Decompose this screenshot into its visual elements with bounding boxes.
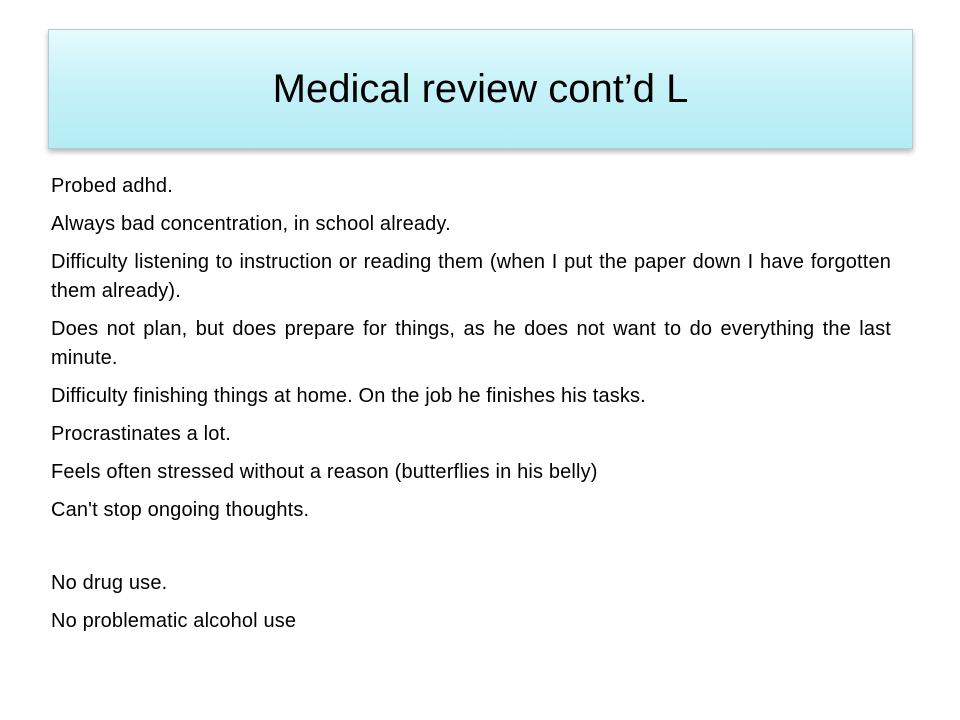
body-paragraph-concentration: Always bad concentration, in school already. — [51, 213, 451, 235]
slide-body — [51, 172, 891, 645]
body-paragraph-finishing: Difficulty finishing things at home. On the job he finishes his tasks. — [51, 385, 646, 407]
slide-title: Medical review cont’d L — [272, 67, 689, 111]
body-paragraph-drug-use: No drug use. — [51, 572, 168, 594]
paragraph-gap — [51, 534, 891, 569]
body-paragraph-listening: Difficulty listening to instruction or reading them (when I put the paper down I have forgotten them already). — [51, 251, 891, 302]
body-paragraph-probed-adhd: Probed adhd. — [51, 175, 173, 197]
body-paragraph-planning: Does not plan, but does prepare for things, as he does not want to do everything the last minute. — [51, 318, 891, 369]
body-paragraph-alcohol-use: No problematic alcohol use — [51, 610, 297, 632]
body-paragraph-thoughts: Can't stop ongoing thoughts. — [51, 499, 310, 521]
body-paragraph-procrastination: Procrastinates a lot. — [51, 423, 231, 445]
title-banner — [48, 29, 913, 149]
body-paragraph-stress: Feels often stressed without a reason (butterflies in his belly) — [51, 461, 598, 483]
